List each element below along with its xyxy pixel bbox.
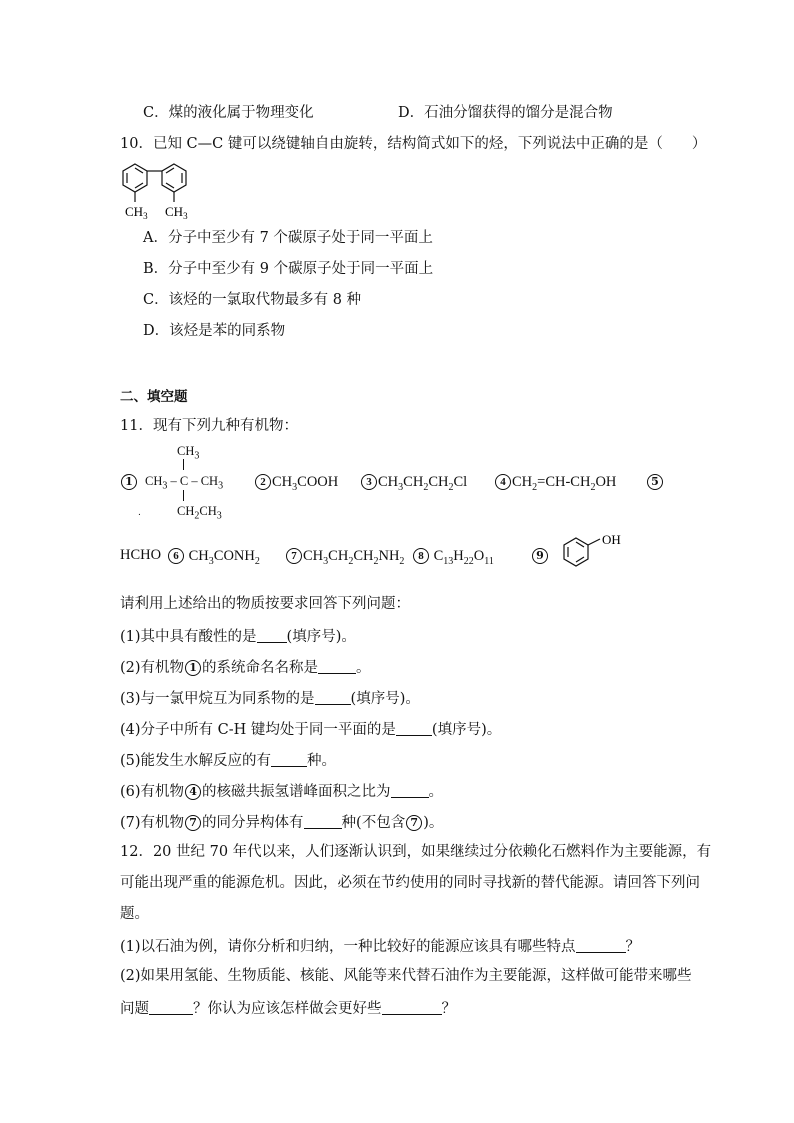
stray-dot: . — [138, 508, 141, 518]
q12-line-2: 可能出现严重的能源危机。因此，必须在节约使用的同时寻找新的替代能源。请回答下列问 — [120, 875, 700, 891]
compound-5: HCHO — [120, 547, 162, 563]
methyl-label-1: $CH_3$ — [125, 204, 148, 221]
compound-8-marker: 8 — [413, 548, 429, 564]
q12-part-1: (1)以石油为例，请你分析和归纳，一种比较好的能源应该具有哪些特点 ？ — [120, 939, 641, 955]
compound-8: 8 $C_{13}H_{22}O_{11}$ — [412, 548, 494, 564]
compound-3-marker: 3 — [361, 474, 377, 490]
answer-blank-5[interactable] — [271, 752, 307, 767]
compound-4-marker: 4 — [495, 474, 511, 490]
compound-2: 2 $CH_3COOH$ — [254, 474, 338, 490]
compound-4: 4 $CH_2=CH-CH_2OH$ — [494, 474, 616, 490]
compound-7: 7 $CH_3CH_2CH_2NH_2$ — [285, 548, 404, 564]
methyl-label-2: $CH_3$ — [165, 204, 188, 221]
answer-blank-8[interactable] — [576, 938, 626, 953]
compound-1-top: $CH_3$ — [177, 444, 200, 462]
q10-stem: 10．已知 C—C 键可以绕键轴自由旋转，结构简式如下的烃，下列说法中正确的是（ ） — [120, 136, 707, 152]
answer-blank-3[interactable] — [315, 690, 351, 705]
ref-marker-7b: 7 — [406, 815, 422, 831]
answer-blank-7[interactable] — [304, 814, 342, 829]
q11-part-2: (2)有机物 1 的系统命名名称是 。 — [120, 660, 371, 676]
compound-1-mid: $CH_3$ – C – $CH_3$ — [145, 474, 224, 492]
q11-part-6: (6)有机物 4 的核磁共振氢谱峰面积之比为 。 — [120, 784, 444, 800]
compound-3: 3 $CH_3CH_2CH_2Cl$ — [360, 474, 467, 490]
compound-1-bottom: $CH_2CH_3$ — [177, 504, 222, 522]
q10-option-c: C．该烃的一氯取代物最多有 8 种 — [143, 292, 362, 308]
compound-9-marker: 9 — [532, 548, 548, 564]
q11-part-3: (3)与一氯甲烷互为同系物的是 (填序号)。 — [120, 691, 420, 707]
phenol-structure — [558, 530, 638, 580]
answer-blank-2[interactable] — [318, 659, 356, 674]
q12-line-1: 12．20 世纪 70 年代以来，人们逐渐认识到，如果继续过分依赖化石燃料作为主要能源，有 — [120, 844, 712, 860]
q11-part-7: (7)有机物 7 的同分异构体有 种(不包含 7 )。 — [120, 815, 444, 831]
q10-option-d: D．该烃是苯的同系物 — [143, 323, 286, 339]
answer-blank-10[interactable] — [382, 1000, 442, 1015]
answer-blank-4[interactable] — [396, 721, 432, 736]
compound-1-bond-bottom — [183, 490, 184, 501]
section-title: 二、填空题 — [120, 389, 188, 405]
compound-5-marker: 5 — [647, 474, 663, 490]
compound-6: 6 $CH_3CONH_2$ — [167, 548, 260, 564]
compound-7-marker: 7 — [286, 548, 302, 564]
compound-2-marker: 2 — [255, 474, 271, 490]
q12-part-2b: 问题 ？你认为应该怎样做会更好些 ？ — [120, 1001, 456, 1017]
hydroxyl-label: OH — [602, 532, 621, 547]
q11-part-5: (5)能发生水解反应的有 种。 — [120, 753, 337, 769]
q9-option-d: D．石油分馏获得的馏分是混合物 — [398, 105, 613, 121]
q10-option-a: A．分子中至少有 7 个碳原子处于同一平面上 — [143, 230, 433, 246]
ref-marker-4: 4 — [185, 784, 201, 800]
q11-part-4: (4)分子中所有 C-H 键均处于同一平面的是 (填序号)。 — [120, 722, 502, 738]
answer-blank-6[interactable] — [391, 783, 429, 798]
q11-stem: 11．现有下列九种有机物： — [120, 418, 298, 434]
ref-marker-7: 7 — [185, 815, 201, 831]
q12-part-2a: (2)如果用氢能、生物质能、核能、风能等来代替石油作为主要能源，这样做可能带来哪些 — [120, 968, 692, 984]
compound-1-marker: 1 — [121, 474, 137, 490]
compound-1-bond-top — [183, 459, 184, 470]
answer-blank-9[interactable] — [149, 1000, 193, 1015]
answer-blank-1[interactable] — [257, 628, 287, 643]
q11-part-1: (1)其中具有酸性的是 (填序号)。 — [120, 629, 356, 645]
biphenyl-structure — [112, 158, 222, 224]
q12-line-3: 题。 — [120, 906, 149, 922]
ref-marker-1: 1 — [185, 660, 201, 676]
q10-option-b: B．分子中至少有 9 个碳原子处于同一平面上 — [143, 261, 434, 277]
q11-instruction: 请利用上述给出的物质按要求回答下列问题： — [120, 596, 410, 612]
compound-6-marker: 6 — [168, 548, 184, 564]
q9-option-c: C．煤的液化属于物理变化 — [143, 105, 314, 121]
